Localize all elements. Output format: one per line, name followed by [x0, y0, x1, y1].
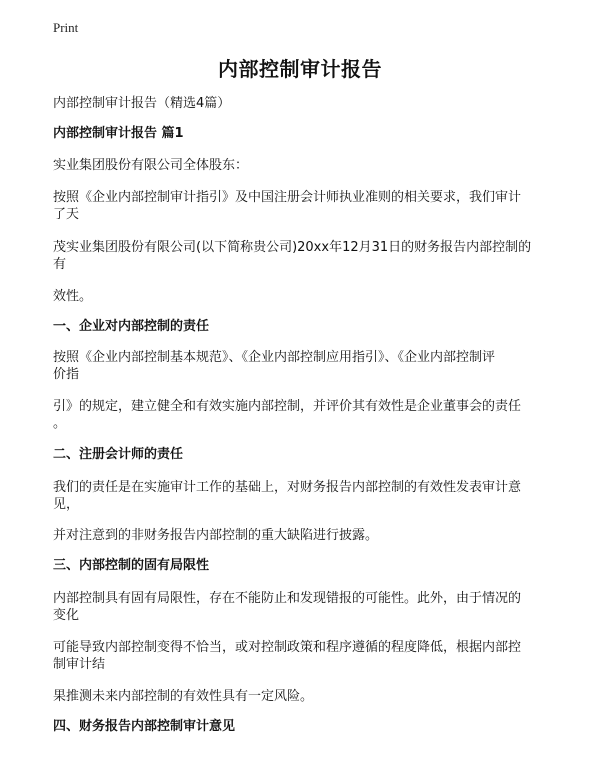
section-paragraph-line: 按照《企业内部控制基本规范》、《企业内部控制应用指引》、《企业内部控制评	[53, 350, 496, 365]
section-paragraph-line: 并对注意到的非财务报告内部控制的重大缺陷进行披露。	[53, 528, 379, 543]
section-heading: 四、财务报告内部控制审计意见	[53, 719, 236, 734]
section-paragraph-line: 可能导致内部控制变得不恰当，或对控制政策和程序遵循的程度降低，根据内部控	[53, 640, 522, 655]
section-paragraph-line: 价指	[53, 367, 80, 382]
section-paragraph-line: 引》的规定，建立健全和有效实施内部控制，并评价其有效性是企业董事会的责任	[53, 399, 522, 414]
section-paragraph-line: 我们的责任是在实施审计工作的基础上，对财务报告内部控制的有效性发表审计意	[53, 480, 522, 495]
intro-line: 按照《企业内部控制审计指引》及中国注册会计师执业准则的相关要求，我们审计	[53, 190, 522, 205]
intro-line: 有	[53, 257, 67, 272]
intro-line: 效性。	[53, 289, 93, 304]
print-link[interactable]: Print	[53, 20, 79, 35]
section-paragraph-line: 制审计结	[53, 657, 106, 672]
section-heading: 三、内部控制的固有局限性	[53, 558, 210, 573]
section-paragraph-line: 果推测未来内部控制的有效性具有一定风险。	[53, 689, 314, 704]
section-paragraph-line: 内部控制具有固有局限性，存在不能防止和发现错报的可能性。此外，由于情况的	[53, 591, 522, 606]
section-paragraph-line: 见，	[53, 497, 80, 512]
document-subtitle: 内部控制审计报告（精选4篇）	[53, 96, 231, 111]
section-heading: 二、注册会计师的责任	[53, 447, 184, 462]
intro-line: 茂实业集团股份有限公司(以下简称贵公司)20xx年12月31日的财务报告内部控制的	[53, 240, 532, 255]
section-heading: 一、企业对内部控制的责任	[53, 319, 210, 334]
section-paragraph-line: 变化	[53, 608, 80, 623]
intro-line: 了天	[53, 207, 80, 222]
section-paragraph-line: 。	[53, 416, 67, 431]
part-title: 内部控制审计报告 篇1	[53, 126, 184, 141]
salutation: 实业集团股份有限公司全体股东：	[53, 158, 249, 173]
page-title: 内部控制审计报告	[218, 57, 382, 81]
